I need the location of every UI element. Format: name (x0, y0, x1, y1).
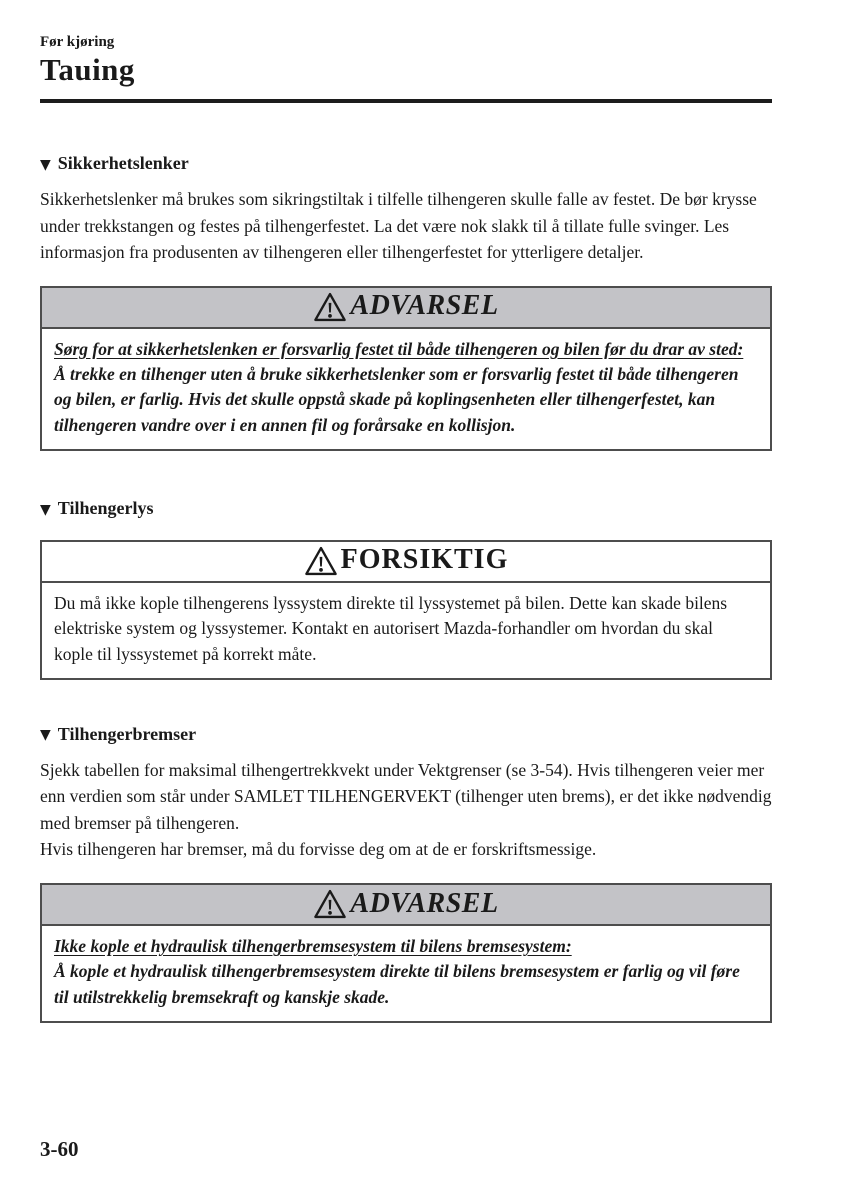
section-heading-label: Sikkerhetslenker (57, 153, 189, 174)
caution-body (42, 583, 770, 678)
section-paragraph-continued: Hvis tilhengeren har bremser, må du forvisse deg om at de er forskriftsmessige. (40, 839, 597, 860)
warning-body (42, 329, 770, 450)
section-heading-tilhengerbremser (40, 724, 772, 746)
caution-body-text: Du må ikke kople tilhengerens lyssystem direkte til lyssystemet på bilen. Dette kan skade bilens elektriske system og lyssystemer. Kontakt en autorisert Mazda-forhandler om hvordan du skal kople til lyssystemet på korrekt måte. (54, 592, 728, 664)
page-title: Tauing (40, 52, 135, 88)
warning-box-advarsel-2 (40, 883, 772, 1023)
section-heading-tilhengerlys (40, 498, 772, 520)
warning-box-advarsel-1 (40, 286, 772, 452)
warning-body-text: Å kople et hydraulisk tilhengerbremsesystem direkte til bilens bremsesystem er farlig og vil føre til utilstrekkelig bremsekraft og kanskje skade. (54, 961, 740, 1007)
warning-lead-text: Ikke kople et hydraulisk tilhengerbremsesystem til bilens bremsesystem: (54, 935, 572, 956)
triangle-marker-icon: ▼ (40, 156, 51, 173)
caution-header (42, 542, 770, 583)
warning-triangle-icon (313, 291, 347, 323)
header-rule (40, 99, 772, 103)
triangle-marker-icon: ▼ (40, 501, 51, 518)
warning-header (42, 288, 770, 329)
warning-lead-text: Sørg for at sikkerhetslenken er forsvarlig festet til både tilhengeren og bilen før du drar av sted: (54, 338, 744, 359)
section-heading-label: Tilhengerbremser (57, 723, 197, 744)
warning-triangle-icon (304, 545, 338, 577)
page-number: 3-60 (40, 1137, 79, 1161)
section-heading-sikkerhetslenker (40, 153, 772, 175)
chapter-label: Før kjøring (40, 34, 115, 50)
section-paragraph: Sikkerhetslenker må brukes som sikringstiltak i tilfelle tilhengeren skulle falle av festet. De bør krysse under trekkstangen og festes på tilhengerfestet. La det være nok slakk til å tillate fulle svinger. Les informasjon fra produsenten av tilhengeren eller tilhengerfestet for ytterligere detaljer. (40, 188, 757, 263)
triangle-marker-icon: ▼ (40, 727, 51, 744)
warning-label: ADVARSEL (350, 887, 499, 919)
warning-body-text: Å trekke en tilhenger uten å bruke sikkerhetslenker som er forsvarlig festet til både tilhengeren og bilen, er farlig. Hvis det skulle oppstå skade på koplingsenheten eller tilhengerfestet, kan tilhengeren vandre over i en annen fil og forårsake en kollisjon. (54, 364, 739, 435)
section-paragraph: Sjekk tabellen for maksimal tilhengertrekkvekt under Vektgrenser (se 3-54). Hvis tilhengeren veier mer enn verdien som står under SAMLET TILHENGERVEKT (tilhenger uten brems), er det ikke nødvendig med bremser på tilhengeren. (40, 759, 772, 833)
warning-triangle-icon (313, 888, 347, 920)
caution-label: FORSIKTIG (340, 544, 509, 576)
section-heading-label: Tilhengerlys (57, 498, 154, 519)
caution-box-forsiktig (40, 540, 772, 680)
warning-header (42, 885, 770, 926)
warning-label: ADVARSEL (350, 290, 499, 322)
warning-body (42, 926, 770, 1021)
